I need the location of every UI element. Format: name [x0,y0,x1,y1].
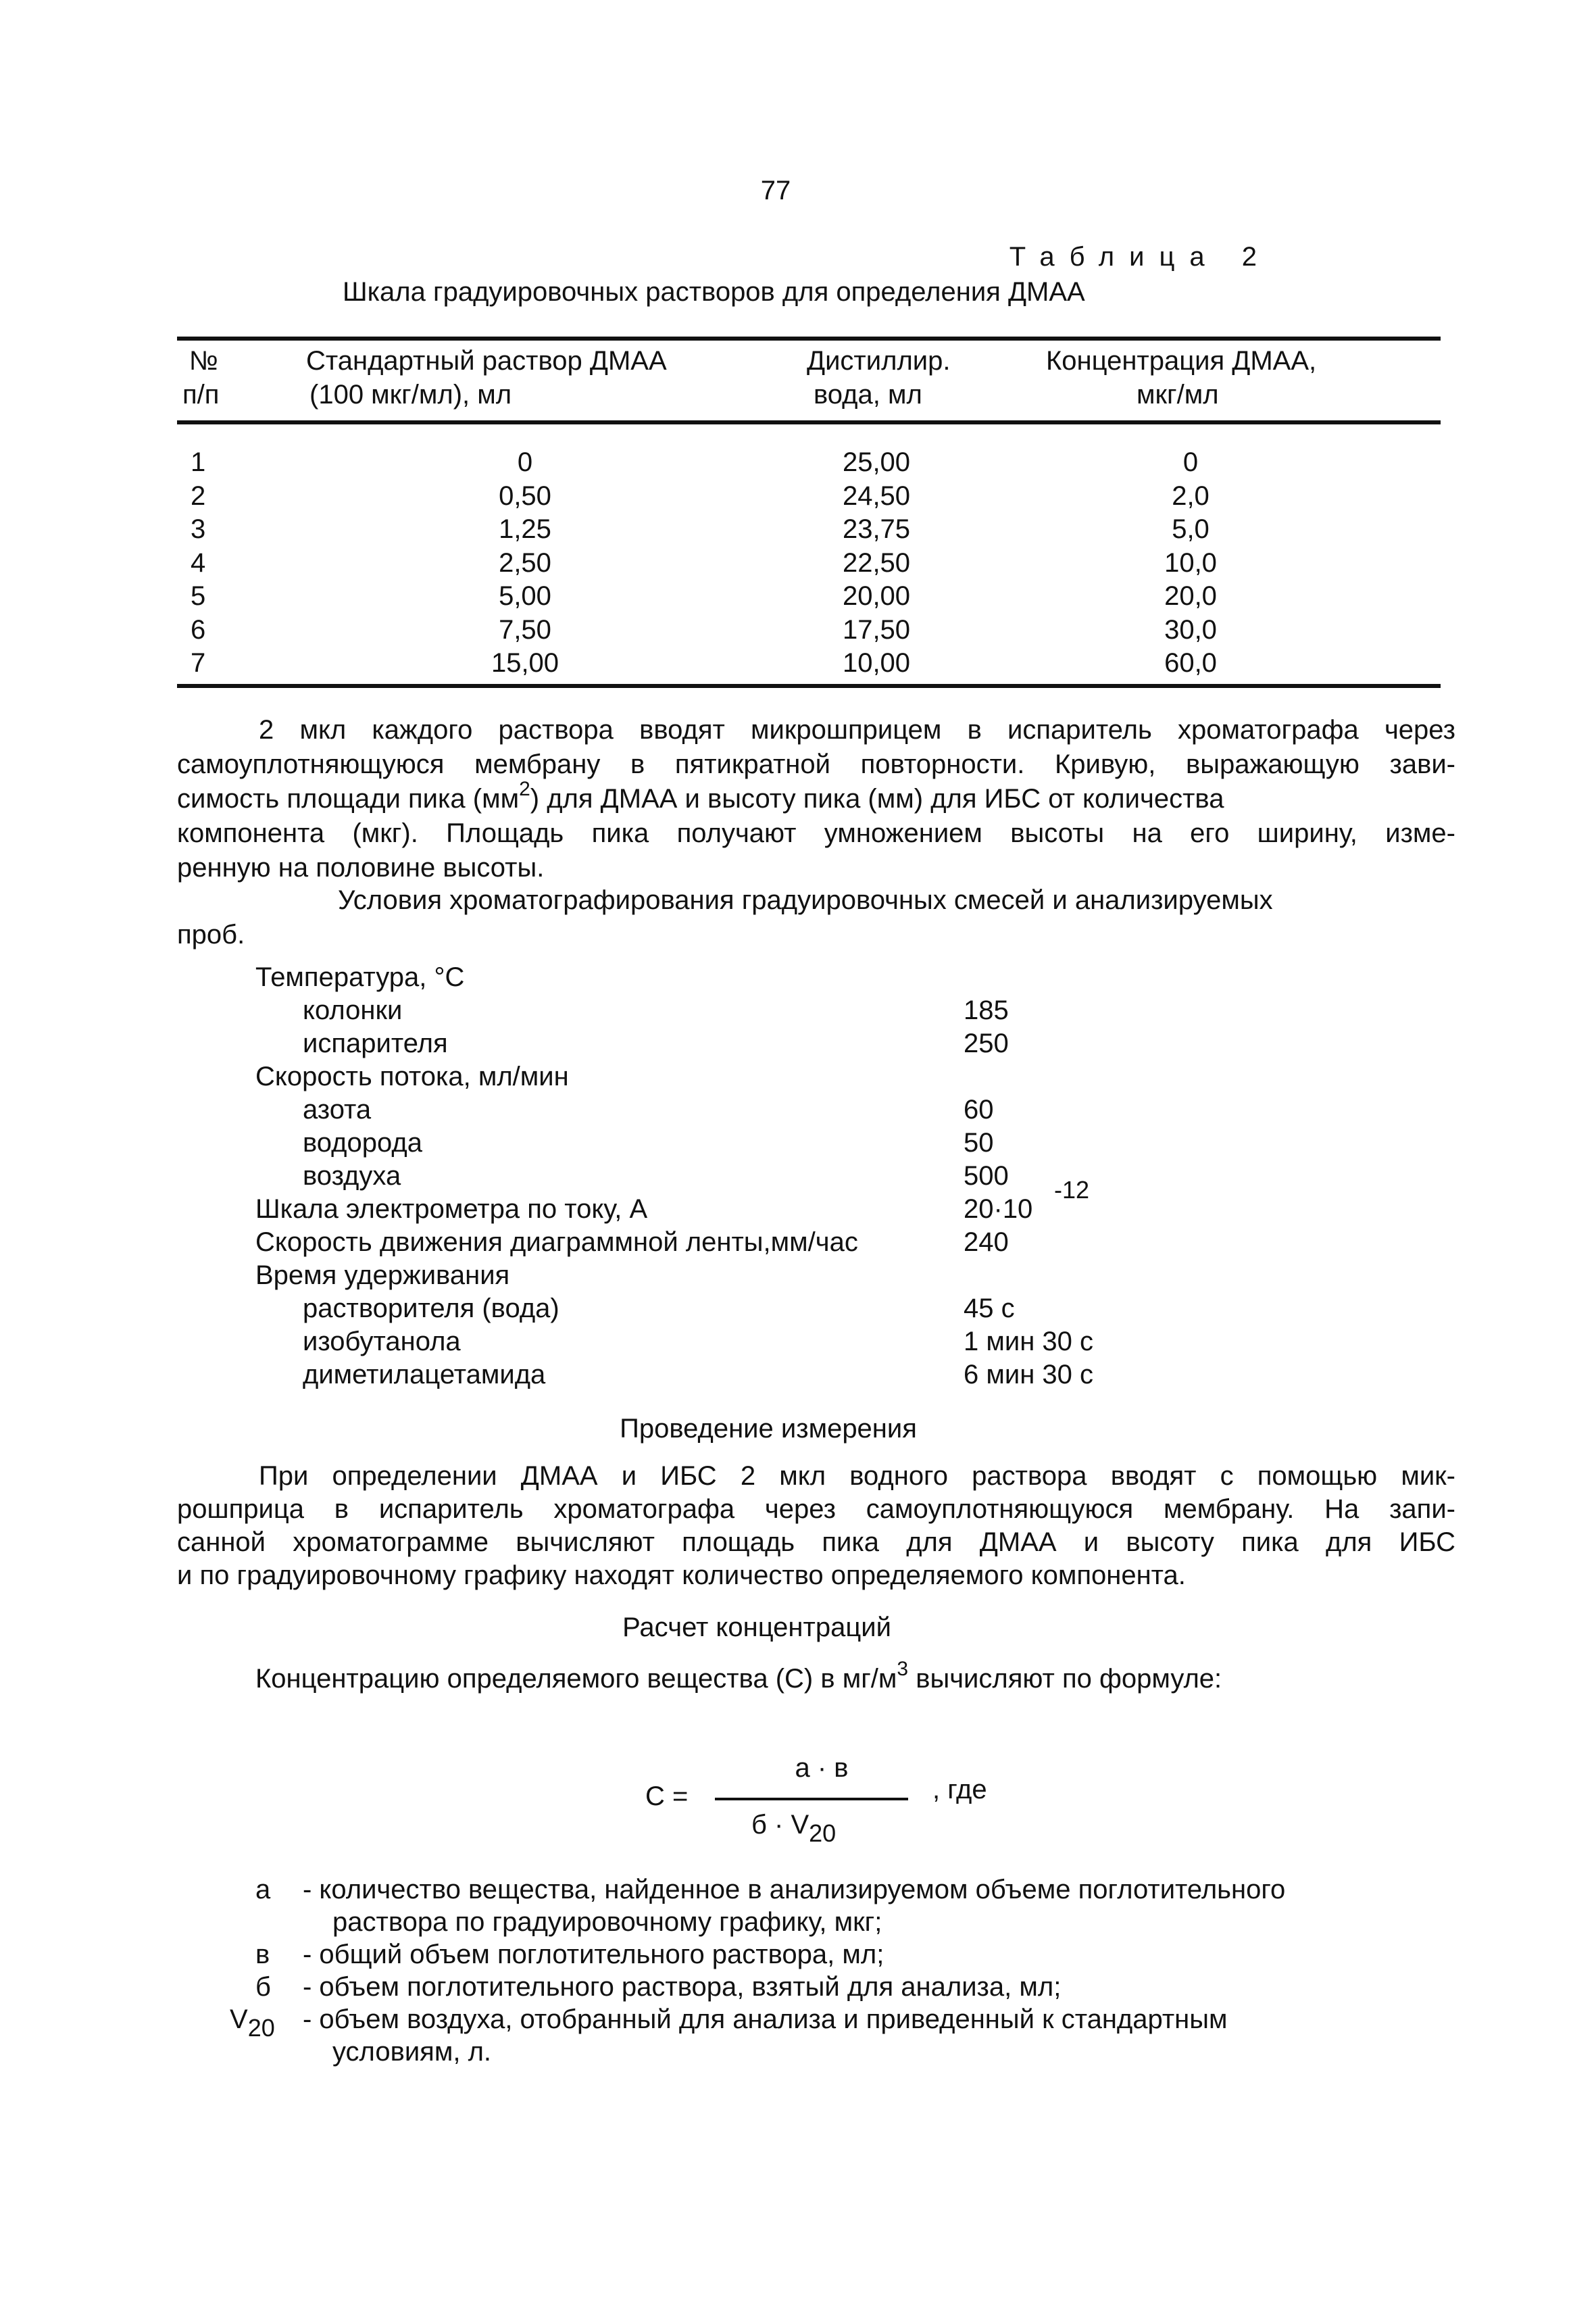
cell-value: 0 [517,447,533,477]
definition-symbol [255,1876,270,1903]
cell-value: 20,0 [1164,581,1217,611]
cell-value: 15,00 [491,648,559,678]
cell-num: 6 [191,614,206,645]
subscript: 20 [247,2014,275,2042]
cell-value: 23,75 [842,514,911,544]
text-line: При определении ДМАА и ИБС 2 мкл водного раствора вводят с помощью мик- [259,1461,1455,1491]
definition-text: - объем поглотительного раствора, взятый для анализа, мл; [303,1972,1062,2002]
cell-value: 10,0 [1164,547,1217,578]
cell-num: 7 [191,648,206,678]
condition-label: воздуха [303,1161,401,1191]
definition-text: - объем воздуха, отобранный для анализа и приведенный к стандартным [303,2004,1228,2034]
cell-num: 4 [191,547,206,578]
conditions-intro: проб. [177,920,245,950]
formula-tail: , где [932,1775,987,1804]
definition-text: - количество вещества, найденное в анализируемом объеме поглотительного [303,1875,1286,1904]
definition-text: - общий объем поглотительного раствора, мл; [303,1940,884,1969]
cell-value: 1,25 [499,514,551,544]
condition-label: Шкала электрометра по току, А [255,1194,648,1224]
cell-value: 25,00 [842,447,911,477]
text: ) для ДМАА и высоту пика (мм) для ИБС от количества [530,784,1224,814]
header-water: вода, мл [814,380,922,410]
text-line: и по градуировочному графику находят количество определяемого компонента. [177,1560,1186,1590]
cell-value: 5,00 [499,581,551,611]
condition-value: 20·10 [964,1194,1033,1224]
definition-symbol [255,1941,270,1968]
page-number: 77 [760,176,791,205]
condition-value: 45 с [964,1294,1015,1323]
symbol: а [255,1875,271,1904]
condition-value: 1 мин 30 с [964,1327,1094,1356]
cell-num: 1 [191,447,206,477]
formula-numerator: а · в [795,1753,849,1783]
condition-label: колонки [303,995,403,1025]
cell-value: 0,50 [499,481,551,511]
cell-value: 2,50 [499,547,551,578]
superscript: 2 [519,778,530,800]
text-line: санной хроматограмме вычисляют площадь пика для ДМАА и высоту пика для ИБС [177,1527,1455,1557]
header-water: Дистиллир. [807,346,951,376]
condition-label: водорода [303,1128,422,1158]
cell-value: 7,50 [499,614,551,645]
condition-value: 60 [964,1095,994,1125]
text-line: ренную на половине высоты. [177,853,545,883]
text-line: компонента (мкг). Площадь пика получают умножением высоты на его ширину, изме- [177,818,1455,848]
table-label: Таблица 2 [1009,242,1272,272]
text-line: 2 мкл каждого раствора вводят микрошприцем в испаритель хроматографа через [259,715,1455,745]
definition-symbol [230,2004,275,2042]
cell-value: 0 [1182,447,1199,477]
condition-label: диметилацетамида [303,1360,546,1389]
cell-value: 5,0 [1172,514,1210,544]
condition-value: 500 [964,1161,1009,1191]
condition-label: Время удерживания [255,1260,510,1290]
calc-intro [255,1658,1222,1694]
cell-num: 3 [191,514,206,544]
header-concentration: мкг/мл [1137,380,1219,410]
condition-label: испарителя [303,1029,448,1058]
table-title: Шкала градуировочных растворов для определения ДМАА [343,277,1085,307]
condition-value: 250 [964,1029,1009,1058]
subscript: 20 [809,1819,837,1847]
cell-value: 60,0 [1164,648,1217,678]
table-header-rule [177,420,1441,424]
text: б · V [751,1810,809,1840]
text: Концентрацию определяемого вещества (С) в мг/м [255,1664,897,1694]
formula-denominator [751,1810,837,1847]
header-concentration: Концентрация ДМАА, [1046,346,1317,376]
condition-label: азота [303,1095,372,1125]
cell-value: 10,00 [842,648,911,678]
formula-lhs: С = [645,1781,689,1811]
definition-text: раствора по градуировочному графику, мкг; [332,1907,882,1937]
condition-label: изобутанола [303,1327,461,1356]
condition-value: 240 [964,1227,1009,1257]
cell-num: 2 [191,481,206,511]
condition-label: Температура, °С [255,962,465,992]
cell-value: 24,50 [842,481,911,511]
text-line: рошприца в испаритель хроматографа через самоуплотняющуюся мембрану. На запи- [177,1494,1455,1524]
symbol: V [230,2004,248,2034]
text: симость площади пика (мм [177,784,520,814]
fraction-bar [715,1798,908,1800]
cell-value: 22,50 [842,547,911,578]
superscript: 3 [897,1658,909,1680]
condition-label: Скорость движения диаграммной ленты,мм/час [255,1227,858,1257]
text-line [177,778,1455,814]
cell-value: 20,00 [842,581,911,611]
header-num: № [189,346,218,376]
cell-value: 30,0 [1164,614,1217,645]
cell-value: 2,0 [1172,481,1210,511]
condition-label: Скорость потока, мл/мин [255,1062,569,1091]
condition-value: 6 мин 30 с [964,1360,1094,1389]
condition-value-exponent: -12 [1054,1176,1090,1204]
header-standard: Стандартный раствор ДМАА [306,346,667,376]
symbol: в [255,1940,270,1969]
cell-num: 5 [191,581,206,611]
definition-symbol [255,1973,271,2000]
measure-heading: Проведение измерения [620,1414,917,1444]
header-num: п/п [182,380,220,410]
condition-value: 185 [964,995,1009,1025]
table-bottom-rule [177,684,1441,688]
definition-text: условиям, л. [332,2037,492,2067]
condition-value: 50 [964,1128,994,1158]
cell-value: 17,50 [842,614,911,645]
text: вычисляют по формуле: [908,1664,1222,1694]
symbol: б [255,1972,271,2002]
calc-heading: Расчет концентраций [622,1613,891,1642]
condition-label: растворителя (вода) [303,1294,559,1323]
text-line: самоуплотняющуюся мембрану в пятикратной повторности. Кривую, выражающую зави- [177,749,1455,779]
table-top-rule [177,337,1441,341]
header-standard: (100 мкг/мл), мл [309,380,512,410]
conditions-intro: Условия хроматографирования градуировочных смесей и анализируемых [338,885,1273,915]
